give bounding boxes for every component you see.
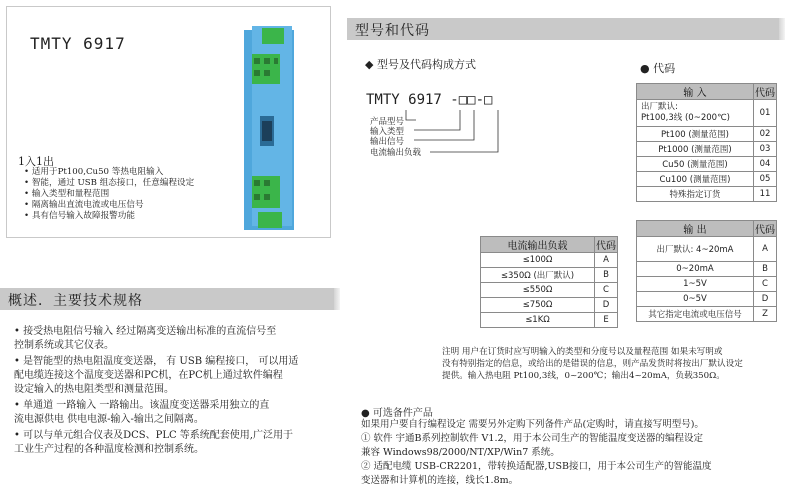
output-table-header: 输 出 — [637, 221, 754, 237]
accessory-line: 如果用户要自行编程设定 需要另外定购下列备件产品(定购时，请直接写明型号)。 — [361, 419, 704, 430]
table-code: 04 — [754, 157, 777, 172]
table-row: Cu100 (测量范围) — [637, 172, 754, 187]
table-code: A — [595, 253, 618, 268]
feature-item: • 隔离输出直流电流或电压信号 — [24, 200, 144, 211]
table-row: 1~5V — [637, 277, 754, 292]
table-row: ≤750Ω — [481, 298, 595, 313]
table-row: 出厂默认: Pt100,3线 (0~200℃) — [637, 100, 754, 127]
overview-line: 设定输入的热电阻类型和测量范围。 — [14, 384, 174, 395]
overview-line: • 单通道 一路输入 一路输出。该温度变送器采用独立的直 — [14, 400, 270, 411]
table-code: B — [754, 262, 777, 277]
table-code: 05 — [754, 172, 777, 187]
table-row: Pt100 (测量范围) — [637, 127, 754, 142]
table-code: 11 — [754, 187, 777, 202]
code-label: 产品型号 — [370, 117, 405, 127]
table-code: A — [754, 237, 777, 262]
table-row: ≤1KΩ — [481, 313, 595, 328]
table-code: 01 — [754, 100, 777, 127]
load-table — [480, 236, 618, 328]
table-row: 其它指定电流或电压信号 — [637, 307, 754, 322]
feature-item: • 输入类型和量程范围 — [24, 189, 109, 200]
table-row: ≤550Ω — [481, 283, 595, 298]
note-line: 注明 用户在订货时应写明输入的类型和分度号以及量程范围 如果未写明或 — [442, 347, 723, 357]
table-row: ≤350Ω (出厂默认) — [481, 268, 595, 283]
table-code: D — [595, 298, 618, 313]
code-label: 输出信号 — [370, 137, 405, 147]
table-code: D — [754, 292, 777, 307]
overview-line: • 是智能型的热电阻温度变送器， 有 USB 编程接口， 可以用适 — [14, 356, 299, 367]
accessory-line: ① 软件 宇通B系列控制软件 V1.2，用于本公司生产的智能温度变送器的编程设定 — [361, 433, 704, 444]
code-label: 输入类型 — [370, 127, 405, 137]
input-table-header: 输 入 — [637, 84, 754, 100]
table-row: Pt1000 (测量范围) — [637, 142, 754, 157]
io-title: 1入1出 — [18, 155, 54, 168]
load-table-header: 电流输出负载 — [481, 237, 595, 253]
accessory-line: 变送器和计算机的连接，线长1.8m。 — [361, 475, 519, 486]
table-code: C — [595, 283, 618, 298]
input-table-code-header: 代码 — [754, 84, 777, 100]
overview-line: 工业生产过程的各种温度检测和控制系统。 — [14, 444, 204, 455]
overview-line: 流电源供电 供电电源-输入-输出之间隔离。 — [14, 414, 204, 425]
accessory-line: 兼容 Windows98/2000/NT/XP/Win7 系统。 — [361, 447, 560, 458]
model-code-title: 型号和代码 — [355, 23, 430, 39]
output-table — [636, 220, 777, 322]
device-image — [240, 26, 302, 231]
overview-line: 控制系统或其它仪表。 — [14, 340, 114, 351]
overview-title: 概述．主要技术规格 — [8, 293, 143, 309]
table-code: 02 — [754, 127, 777, 142]
feature-item: • 智能，通过 USB 组态接口，任意编程设定 — [24, 178, 194, 189]
note-line: 提供。输入热电阻 Pt100,3线，0~200℃；输出4~20mA，负载350Ω。 — [442, 371, 725, 381]
table-row: 特殊指定订货 — [637, 187, 754, 202]
overview-line: 配电缆连接这个温度变送器和PC机，在PC机上通过软件编程 — [14, 370, 283, 381]
accessory-line: ② 适配电缆 USB-CR2201，带转换适配器,USB接口，用于本公司生产的智能温度 — [361, 461, 712, 472]
load-table-code-header: 代码 — [595, 237, 618, 253]
feature-item: • 具有信号输入故障报警功能 — [24, 211, 135, 222]
overview-line: • 接受热电阻信号输入 经过隔离变送输出标准的直流信号至 — [14, 326, 277, 337]
note-line: 没有特别指定的信息，或给出的是错误的信息，则产品发货时将按出厂默认设定 — [442, 359, 743, 369]
code-label: 电流输出负载 — [370, 148, 422, 158]
table-code: B — [595, 268, 618, 283]
table-row: 0~5V — [637, 292, 754, 307]
model-code-bar — [347, 18, 779, 40]
table-row: ≤100Ω — [481, 253, 595, 268]
table-code: E — [595, 313, 618, 328]
feature-item: • 适用于Pt100,Cu50 等热电阻输入 — [24, 167, 163, 178]
input-table — [636, 83, 777, 202]
table-code: Z — [754, 307, 777, 322]
model-string: TMTY 6917 -□□-□ — [366, 92, 493, 108]
overview-line: • 可以与单元组合仪表及DCS、PLC 等系统配套使用,广泛用于 — [14, 430, 293, 441]
table-row: 出厂默认: 4~20mA — [637, 237, 754, 262]
table-code: C — [754, 277, 777, 292]
accessories-title: ● 可选备件产品 — [361, 408, 433, 419]
table-row: 0~20mA — [637, 262, 754, 277]
composition-title: ◆ 型号及代码构成方式 — [365, 58, 476, 71]
table-row: Cu50 (测量范围) — [637, 157, 754, 172]
output-table-code-header: 代码 — [754, 221, 777, 237]
overview-bar — [0, 288, 334, 310]
table-code: 03 — [754, 142, 777, 157]
code-title: ● 代码 — [640, 62, 676, 75]
product-model-title: TMTY 6917 — [30, 34, 126, 53]
